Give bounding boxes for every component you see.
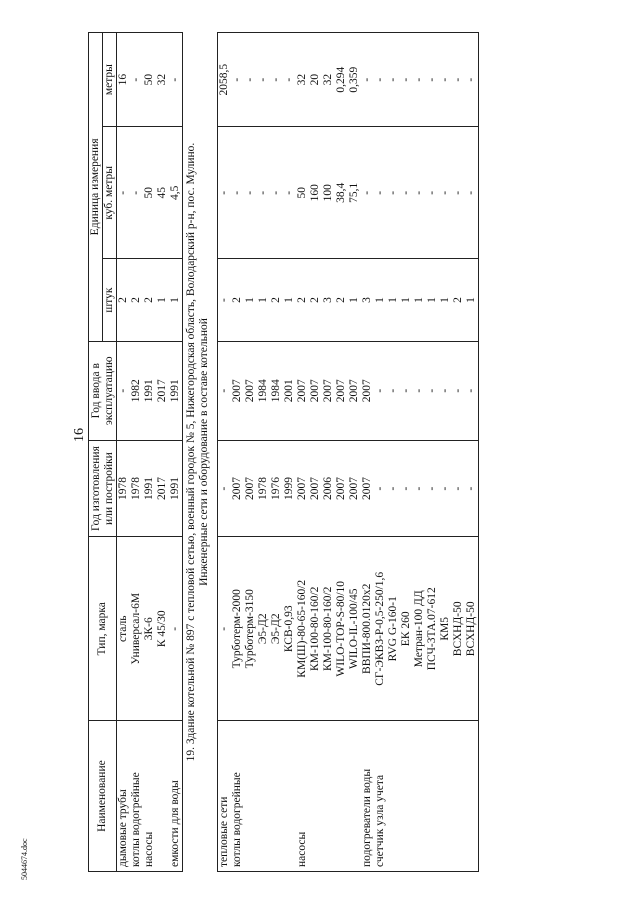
cell-name — [322, 721, 335, 872]
cell-cub: - — [117, 127, 131, 259]
cell-type: ВВПИ-800.0120х2 — [361, 537, 374, 721]
cell-m: - — [270, 33, 283, 127]
cell-year: 1991 — [143, 440, 156, 537]
cell-name — [257, 721, 270, 872]
table-row — [465, 33, 479, 872]
cell-type: сталь — [117, 537, 131, 721]
cell-m: - — [465, 33, 479, 127]
cell-pcs: 3 — [361, 259, 374, 341]
cell-m: 0,359 — [348, 33, 361, 127]
cell-name — [270, 721, 283, 872]
cell-year: 1978 — [130, 440, 143, 537]
cell-type: ПСЧ-3ТА.07-612 — [426, 537, 439, 721]
cell-cub: - — [257, 127, 270, 259]
table-row — [169, 33, 183, 872]
cell-intro: 2007 — [244, 341, 257, 440]
cell-intro: 1982 — [130, 341, 143, 440]
cell-year: - — [413, 440, 426, 537]
cell-m: - — [400, 33, 413, 127]
cell-intro: - — [387, 341, 400, 440]
cell-year: 2017 — [156, 440, 169, 537]
cell-pcs: 1 — [283, 259, 296, 341]
table-row — [439, 33, 452, 872]
cell-m: 0,294 — [335, 33, 348, 127]
cell-year: - — [387, 440, 400, 537]
cell-type: RVG G-160-1 — [387, 537, 400, 721]
table-row — [387, 33, 400, 872]
cell-cub: 160 — [309, 127, 322, 259]
cell-pcs: 3 — [322, 259, 335, 341]
footer-filename: 5044674.doc — [20, 838, 29, 880]
cell-cub: - — [130, 127, 143, 259]
cell-name — [387, 721, 400, 872]
cell-year: 1978 — [117, 440, 131, 537]
cell-cub: 100 — [322, 127, 335, 259]
cell-pcs: 1 — [257, 259, 270, 341]
cell-year: 2007 — [335, 440, 348, 537]
cell-name — [400, 721, 413, 872]
cell-intro: 2007 — [335, 341, 348, 440]
cell-name — [335, 721, 348, 872]
cell-year: - — [439, 440, 452, 537]
cell-name: подогреватели воды — [361, 721, 374, 872]
section-title-line-2: Инженерные сети и оборудование в составе котельной — [198, 318, 210, 586]
cell-pcs: 1 — [156, 259, 169, 341]
cell-name — [426, 721, 439, 872]
cell-pcs: 1 — [426, 259, 439, 341]
cell-intro: - — [117, 341, 131, 440]
cell-name: счетчик узла учета — [374, 721, 387, 872]
page-number: 16 — [72, 428, 87, 442]
cell-pcs: 1 — [465, 259, 479, 341]
header-name: Наименование — [89, 721, 117, 872]
cell-intro: 1984 — [270, 341, 283, 440]
header-type: Тип, марка — [89, 537, 117, 721]
cell-type: ВСХНД-50 — [452, 537, 465, 721]
cell-name — [283, 721, 296, 872]
table-row — [322, 33, 335, 872]
cell-pcs: 2 — [231, 259, 244, 341]
cell-intro: - — [439, 341, 452, 440]
cell-type: КМ(Ш)-80-65-160/2 — [296, 537, 309, 721]
cell-cub: - — [387, 127, 400, 259]
cell-name: емкости для воды — [169, 721, 183, 872]
cell-intro: 1984 — [257, 341, 270, 440]
cell-intro: 2007 — [231, 341, 244, 440]
cell-intro: - — [426, 341, 439, 440]
table-row — [309, 33, 322, 872]
cell-m: 32 — [296, 33, 309, 127]
cell-pcs: 1 — [244, 259, 257, 341]
cell-cub: 50 — [296, 127, 309, 259]
table-row — [374, 33, 387, 872]
cell-cub: - — [374, 127, 387, 259]
cell-m: 32 — [156, 33, 169, 127]
cell-cub: - — [270, 127, 283, 259]
header-year-made: Год изготовления или постройки — [89, 440, 117, 537]
cell-type: Турботерм-2000 — [231, 537, 244, 721]
cell-cub: - — [465, 127, 479, 259]
cell-intro: - — [218, 341, 232, 440]
cell-pcs: 1 — [387, 259, 400, 341]
cell-pcs: 1 — [374, 259, 387, 341]
cell-type: КМ5 — [439, 537, 452, 721]
cell-intro: 2007 — [322, 341, 335, 440]
cell-name — [413, 721, 426, 872]
equipment-table — [88, 32, 479, 872]
cell-pcs: 1 — [439, 259, 452, 341]
cell-type: WILO-TOP-S-80/10 — [335, 537, 348, 721]
cell-type: - — [169, 537, 183, 721]
cell-intro: 1991 — [143, 341, 156, 440]
cell-pcs: 2 — [452, 259, 465, 341]
cell-cub: - — [426, 127, 439, 259]
cell-cub: - — [218, 127, 232, 259]
cell-m: - — [426, 33, 439, 127]
cell-pcs: 2 — [143, 259, 156, 341]
cell-cub: 45 — [156, 127, 169, 259]
table-body-top — [117, 33, 183, 872]
cell-year: 2006 — [322, 440, 335, 537]
cell-cub: - — [361, 127, 374, 259]
cell-m: - — [374, 33, 387, 127]
cell-name: насосы — [143, 721, 156, 872]
cell-pcs: 1 — [169, 259, 183, 341]
cell-intro: - — [465, 341, 479, 440]
cell-type: Универсал-6М — [130, 537, 143, 721]
table-row — [452, 33, 465, 872]
cell-name — [156, 721, 169, 872]
table-row — [413, 33, 426, 872]
cell-intro: 1991 — [169, 341, 183, 440]
cell-name: котлы водогрейные — [231, 721, 244, 872]
cell-cub: - — [231, 127, 244, 259]
cell-m: - — [439, 33, 452, 127]
cell-year: 1978 — [257, 440, 270, 537]
table-row — [361, 33, 374, 872]
cell-type: СГ-ЭКВЗ-Р-0,5-250/1,6 — [374, 537, 387, 721]
cell-year: - — [400, 440, 413, 537]
cell-type: ЕК 260 — [400, 537, 413, 721]
cell-m: - — [361, 33, 374, 127]
table-row — [218, 33, 232, 872]
cell-year: 1976 — [270, 440, 283, 537]
cell-type: Метран-100 ДД — [413, 537, 426, 721]
cell-m: 2058,5 — [218, 33, 232, 127]
cell-intro: 2007 — [361, 341, 374, 440]
cell-m: - — [283, 33, 296, 127]
table-row — [156, 33, 169, 872]
cell-pcs: - — [218, 259, 232, 341]
table-row — [270, 33, 283, 872]
cell-pcs: 1 — [400, 259, 413, 341]
table-body-bottom — [218, 33, 479, 872]
cell-type: 3К-6 — [143, 537, 156, 721]
cell-type: Э5-Д2 — [257, 537, 270, 721]
cell-m: 16 — [117, 33, 131, 127]
cell-cub: - — [413, 127, 426, 259]
table-row — [283, 33, 296, 872]
cell-cub: - — [439, 127, 452, 259]
table-row — [426, 33, 439, 872]
cell-m: - — [244, 33, 257, 127]
cell-cub: - — [452, 127, 465, 259]
cell-name: дымовые трубы — [117, 721, 131, 872]
cell-year: - — [218, 440, 232, 537]
header-unit-group: Единица измерения — [89, 33, 103, 342]
cell-year: - — [452, 440, 465, 537]
cell-year: 2007 — [348, 440, 361, 537]
cell-cub: - — [283, 127, 296, 259]
cell-name: насосы — [296, 721, 309, 872]
cell-name — [465, 721, 479, 872]
cell-year: 1999 — [283, 440, 296, 537]
table-row — [143, 33, 156, 872]
cell-year: 2007 — [244, 440, 257, 537]
cell-name — [244, 721, 257, 872]
equipment-table-frame — [88, 32, 608, 872]
header-pcs: штук — [103, 259, 117, 341]
cell-pcs: 2 — [130, 259, 143, 341]
cell-intro: - — [413, 341, 426, 440]
cell-type: КМ-100-80-160/2 — [309, 537, 322, 721]
header-year-intro: Год ввода в эксплуатацию — [89, 341, 117, 440]
cell-type: ВСХНД-50 — [465, 537, 479, 721]
cell-type: - — [218, 537, 232, 721]
section-title-line-1: 19. Здание котельной № 897 с тепловой сетью, военный городок № 5, Нижегородская область, Володарский р-н, пос. Мулино. — [185, 142, 197, 762]
cell-pcs: 2 — [117, 259, 131, 341]
table-row — [400, 33, 413, 872]
cell-intro: - — [400, 341, 413, 440]
cell-m: - — [452, 33, 465, 127]
cell-cub: 75,1 — [348, 127, 361, 259]
cell-name: котлы водогрейные — [130, 721, 143, 872]
table-row — [335, 33, 348, 872]
table-row — [348, 33, 361, 872]
cell-name — [309, 721, 322, 872]
cell-m: - — [169, 33, 183, 127]
cell-m: - — [387, 33, 400, 127]
cell-year: 2007 — [231, 440, 244, 537]
cell-name — [348, 721, 361, 872]
table-row — [257, 33, 270, 872]
cell-cub: 38,4 — [335, 127, 348, 259]
cell-m: 32 — [322, 33, 335, 127]
cell-intro: 2007 — [296, 341, 309, 440]
cell-year: 1991 — [169, 440, 183, 537]
cell-m: - — [413, 33, 426, 127]
cell-intro: 2007 — [309, 341, 322, 440]
cell-year: 2007 — [296, 440, 309, 537]
table-row — [231, 33, 244, 872]
cell-cub: 50 — [143, 127, 156, 259]
cell-year: - — [426, 440, 439, 537]
cell-name — [439, 721, 452, 872]
cell-type: К 45/30 — [156, 537, 169, 721]
cell-name: тепловые сети — [218, 721, 232, 872]
cell-type: WILO-IL-100/45 — [348, 537, 361, 721]
cell-m: - — [257, 33, 270, 127]
cell-m: - — [231, 33, 244, 127]
cell-pcs: 2 — [296, 259, 309, 341]
cell-m: 50 — [143, 33, 156, 127]
cell-type: Турботерм-3150 — [244, 537, 257, 721]
cell-cub: 4,5 — [169, 127, 183, 259]
cell-year: - — [465, 440, 479, 537]
cell-cub: - — [400, 127, 413, 259]
cell-name — [452, 721, 465, 872]
cell-pcs: 1 — [413, 259, 426, 341]
cell-type: КМ-100-80-160/2 — [322, 537, 335, 721]
cell-pcs: 1 — [348, 259, 361, 341]
section-heading — [183, 33, 218, 872]
cell-m: - — [130, 33, 143, 127]
cell-year: 2007 — [309, 440, 322, 537]
cell-type: КСВ-0,93 — [283, 537, 296, 721]
cell-intro: - — [374, 341, 387, 440]
cell-intro: 2017 — [156, 341, 169, 440]
table-row — [117, 33, 131, 872]
header-meters: метры — [103, 33, 117, 127]
cell-year: - — [374, 440, 387, 537]
table-row — [130, 33, 143, 872]
cell-intro: - — [452, 341, 465, 440]
cell-intro: 2001 — [283, 341, 296, 440]
header-cubic: куб. метры — [103, 127, 117, 259]
cell-type: Э5-Д2 — [270, 537, 283, 721]
cell-year: 2007 — [361, 440, 374, 537]
cell-pcs: 2 — [309, 259, 322, 341]
cell-pcs: 2 — [270, 259, 283, 341]
table-row — [244, 33, 257, 872]
cell-intro: 2007 — [348, 341, 361, 440]
cell-m: 20 — [309, 33, 322, 127]
cell-cub: - — [244, 127, 257, 259]
table-row — [296, 33, 309, 872]
cell-pcs: 2 — [335, 259, 348, 341]
